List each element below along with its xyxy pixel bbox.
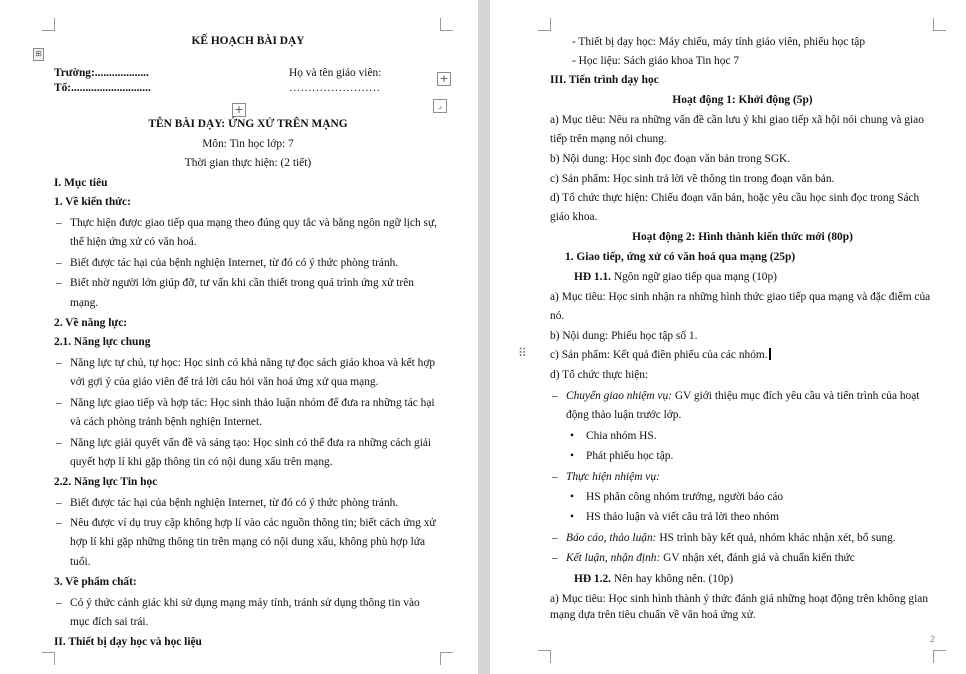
subsection-heading: 2.1. Năng lực chung [54,336,151,348]
paragraph-line: b) Nội dung: Học sinh đọc đoạn văn bản trong SGK. [550,153,791,165]
activity-heading: Hoạt động 1: Khởi động (5p) [672,94,813,106]
paragraph-line: a) Mục tiêu: Nêu ra những vấn đề cần lưu ý khi giao tiếp xã hội nói chung và giao [550,114,924,126]
crop-mark [440,652,453,665]
sub-activity-heading [574,270,777,285]
crop-mark [933,18,946,31]
dash-bullet: – [552,552,558,564]
list-item-italic: Chuyển giao nhiệm vụ: [566,390,672,402]
crop-mark [933,650,946,663]
list-item: mạng. [70,297,99,309]
crop-mark [538,650,551,663]
sub-activity-code: HĐ 1.2. [574,573,612,585]
equipment-line: - Thiết bị dạy học: Máy chiếu, máy tính giáo viên, phiếu học tập [572,36,866,48]
table-move-handle-icon[interactable]: ⊞ [33,48,44,61]
dash-bullet: – [56,517,62,529]
list-item: HS thảo luận và viết câu trả lời theo nhóm [586,511,779,523]
add-column-icon[interactable]: + [437,72,451,86]
list-item-italic: Kết luận, nhận định: [566,552,661,564]
paragraph-line-with-cursor[interactable] [550,348,771,363]
list-item: Năng lực tự chủ, tự học: Học sinh có khả năng tự đọc sách giáo khoa và kết hợp [70,357,436,369]
dash-bullet: – [552,390,558,402]
list-item-text: GV giới thiệu mục đích yêu cầu và tiến trình của hoạt [671,390,920,402]
paragraph-line: a) Mục tiêu: Học sinh hình thành ý thức đánh giá những hoạt động trên không gian [550,593,929,605]
paragraph-line: b) Nội dung: Phiếu học tập số 1. [550,330,698,342]
page-number: 2 [930,634,936,644]
document-page-1[interactable] [0,0,478,674]
dash-bullet: – [56,217,62,229]
list-item: tuổi. [70,556,91,568]
sub-activity-title: Nên hay không nên. (10p) [611,573,734,585]
list-item [566,389,919,404]
paragraph-line: tiếp trên mạng nói chung. [550,133,667,145]
dash-bullet: – [552,471,558,483]
sub-activity-title: Ngôn ngữ giao tiếp qua mạng (10p) [611,271,777,283]
crop-mark [42,652,55,665]
dash-bullet: – [552,532,558,544]
paragraph-line: d) Tổ chức thực hiện: Chiếu đoạn văn bản, hoặc yêu cầu học sinh đọc trong Sách [550,192,920,204]
dot-bullet: • [570,450,574,462]
paragraph-text: c) Sản phẩm: Kết quả điền phiếu của các nhóm. [550,349,768,361]
subsection-heading: 2. Về năng lực: [54,317,128,329]
list-item [566,551,855,566]
paragraph-line: giáo khoa. [550,211,598,223]
list-item: Chia nhóm HS. [586,430,657,442]
list-item: Nêu được ví dụ truy cập không hợp lí vào các nguồn thông tin; biết cách ứng xử [70,517,436,529]
team-field: Tổ:............................ [54,82,151,94]
subsection-heading: 2.2. Năng lực Tin học [54,476,158,488]
page-gutter [478,0,490,674]
paragraph-line: c) Sản phẩm: Học sinh trả lời về thông tin trong đoạn văn bản. [550,173,835,185]
teacher-dots: …………………… [289,82,381,94]
list-item: Biết nhờ người lớn giúp đỡ, tư vấn khi cần thiết trong quá trình ứng xử trên [70,277,414,289]
add-row-icon[interactable]: + [232,103,246,117]
document-page-2[interactable] [490,0,966,674]
activity-heading: Hoạt động 2: Hình thành kiến thức mới (80p) [632,231,853,243]
dash-bullet: – [56,437,62,449]
list-item: Biết được tác hại của bệnh nghiện Internet, từ đó có ý thức phòng tránh. [70,257,399,269]
list-item: Thực hiện được giao tiếp qua mạng theo đúng quy tắc và bằng ngôn ngữ lịch sự, [70,217,437,229]
dash-bullet: – [56,257,62,269]
teacher-label: Họ và tên giáo viên: [289,67,382,79]
paragraph-line: a) Mục tiêu: Học sinh nhận ra những hình thức giao tiếp qua mạng và đặc điểm của [550,291,931,303]
crop-mark [538,18,551,31]
subsection-heading: 1. Về kiến thức: [54,196,131,208]
section-heading: III. Tiến trình dạy học [550,74,659,86]
section-heading: II. Thiết bị dạy học và học liệu [54,636,202,648]
subject-line: Môn: Tin học lớp: 7 [202,138,294,150]
list-item-text: GV nhận xét, đánh giá và chuẩn kiến thức [660,552,855,564]
dash-bullet: – [56,497,62,509]
dash-bullet: – [56,597,62,609]
list-item-italic: Báo cáo, thảo luận: [566,532,657,544]
list-item: động thảo luận trước lớp. [566,409,682,421]
subsection-heading: 3. Về phẩm chất: [54,576,137,588]
list-item: Phát phiếu học tập. [586,450,674,462]
dash-bullet: – [56,397,62,409]
crop-mark [42,18,55,31]
list-item: Năng lực giải quyết vấn đề và sáng tạo: Học sinh có thể đưa ra những cách giải [70,437,432,449]
list-item: HS phân công nhóm trưởng, người báo cáo [586,491,784,503]
list-item: thể hiện ứng xử có văn hoá. [70,236,197,248]
material-line: - Học liệu: Sách giáo khoa Tin học 7 [572,55,740,67]
dash-bullet: – [56,357,62,369]
dot-bullet: • [570,430,574,442]
drag-handle-icon[interactable]: ⠿ [518,346,527,360]
list-item: và cách phòng tránh bệnh nghiện Internet. [70,416,262,428]
duration-line: Thời gian thực hiện: (2 tiết) [184,157,312,169]
list-item: Năng lực giao tiếp và hợp tác: Học sinh thảo luận nhóm để đưa ra những tác hại [70,397,435,409]
list-item: với gợi ý của giáo viên để trả lời câu hỏi văn hoá ứng xử qua mạng. [70,376,379,388]
dot-bullet: • [570,491,574,503]
text-cursor [769,348,771,360]
paragraph-line: mạng dựa trên tiêu chuẩn về văn hoá ứng xử. [550,609,756,621]
dot-bullet: • [570,511,574,523]
section-heading: I. Mục tiêu [54,177,108,189]
list-item [566,531,896,546]
doc-title: KẾ HOẠCH BÀI DẠY [191,35,305,47]
dash-bullet: – [56,277,62,289]
crop-mark [440,18,453,31]
sub-activity-heading [574,572,733,587]
school-field: Trường:................... [54,67,149,79]
numbered-heading: 1. Giao tiếp, ứng xử có văn hoá qua mạng (25p) [565,251,796,263]
list-item: mục đích sai trái. [70,616,149,628]
paragraph-line: d) Tổ chức thực hiện: [550,369,649,381]
list-item: quyết hợp lí khi gặp thông tin có nội dung xấu trên mạng. [70,456,333,468]
table-resize-handle-icon[interactable]: ⌟ [433,99,447,113]
list-item: Biết được tác hại của bệnh nghiện Internet, từ đó có ý thức phòng tránh. [70,497,399,509]
list-item: Thực hiện nhiệm vụ: [566,471,660,483]
list-item: Có ý thức cảnh giác khi sử dụng mạng máy tính, tránh sử dụng thông tin vào [70,597,420,609]
lesson-title: TÊN BÀI DẠY: ỨNG XỬ TRÊN MẠNG [148,118,348,130]
list-item: hợp lí khi gặp những thông tin trên mạng có nội dung xấu, không phù hợp lứa [70,536,426,548]
sub-activity-code: HĐ 1.1. [574,271,612,283]
list-item-text: HS trình bày kết quả, nhóm khác nhận xét, bổ sung. [656,532,896,544]
paragraph-line: nó. [550,310,565,322]
